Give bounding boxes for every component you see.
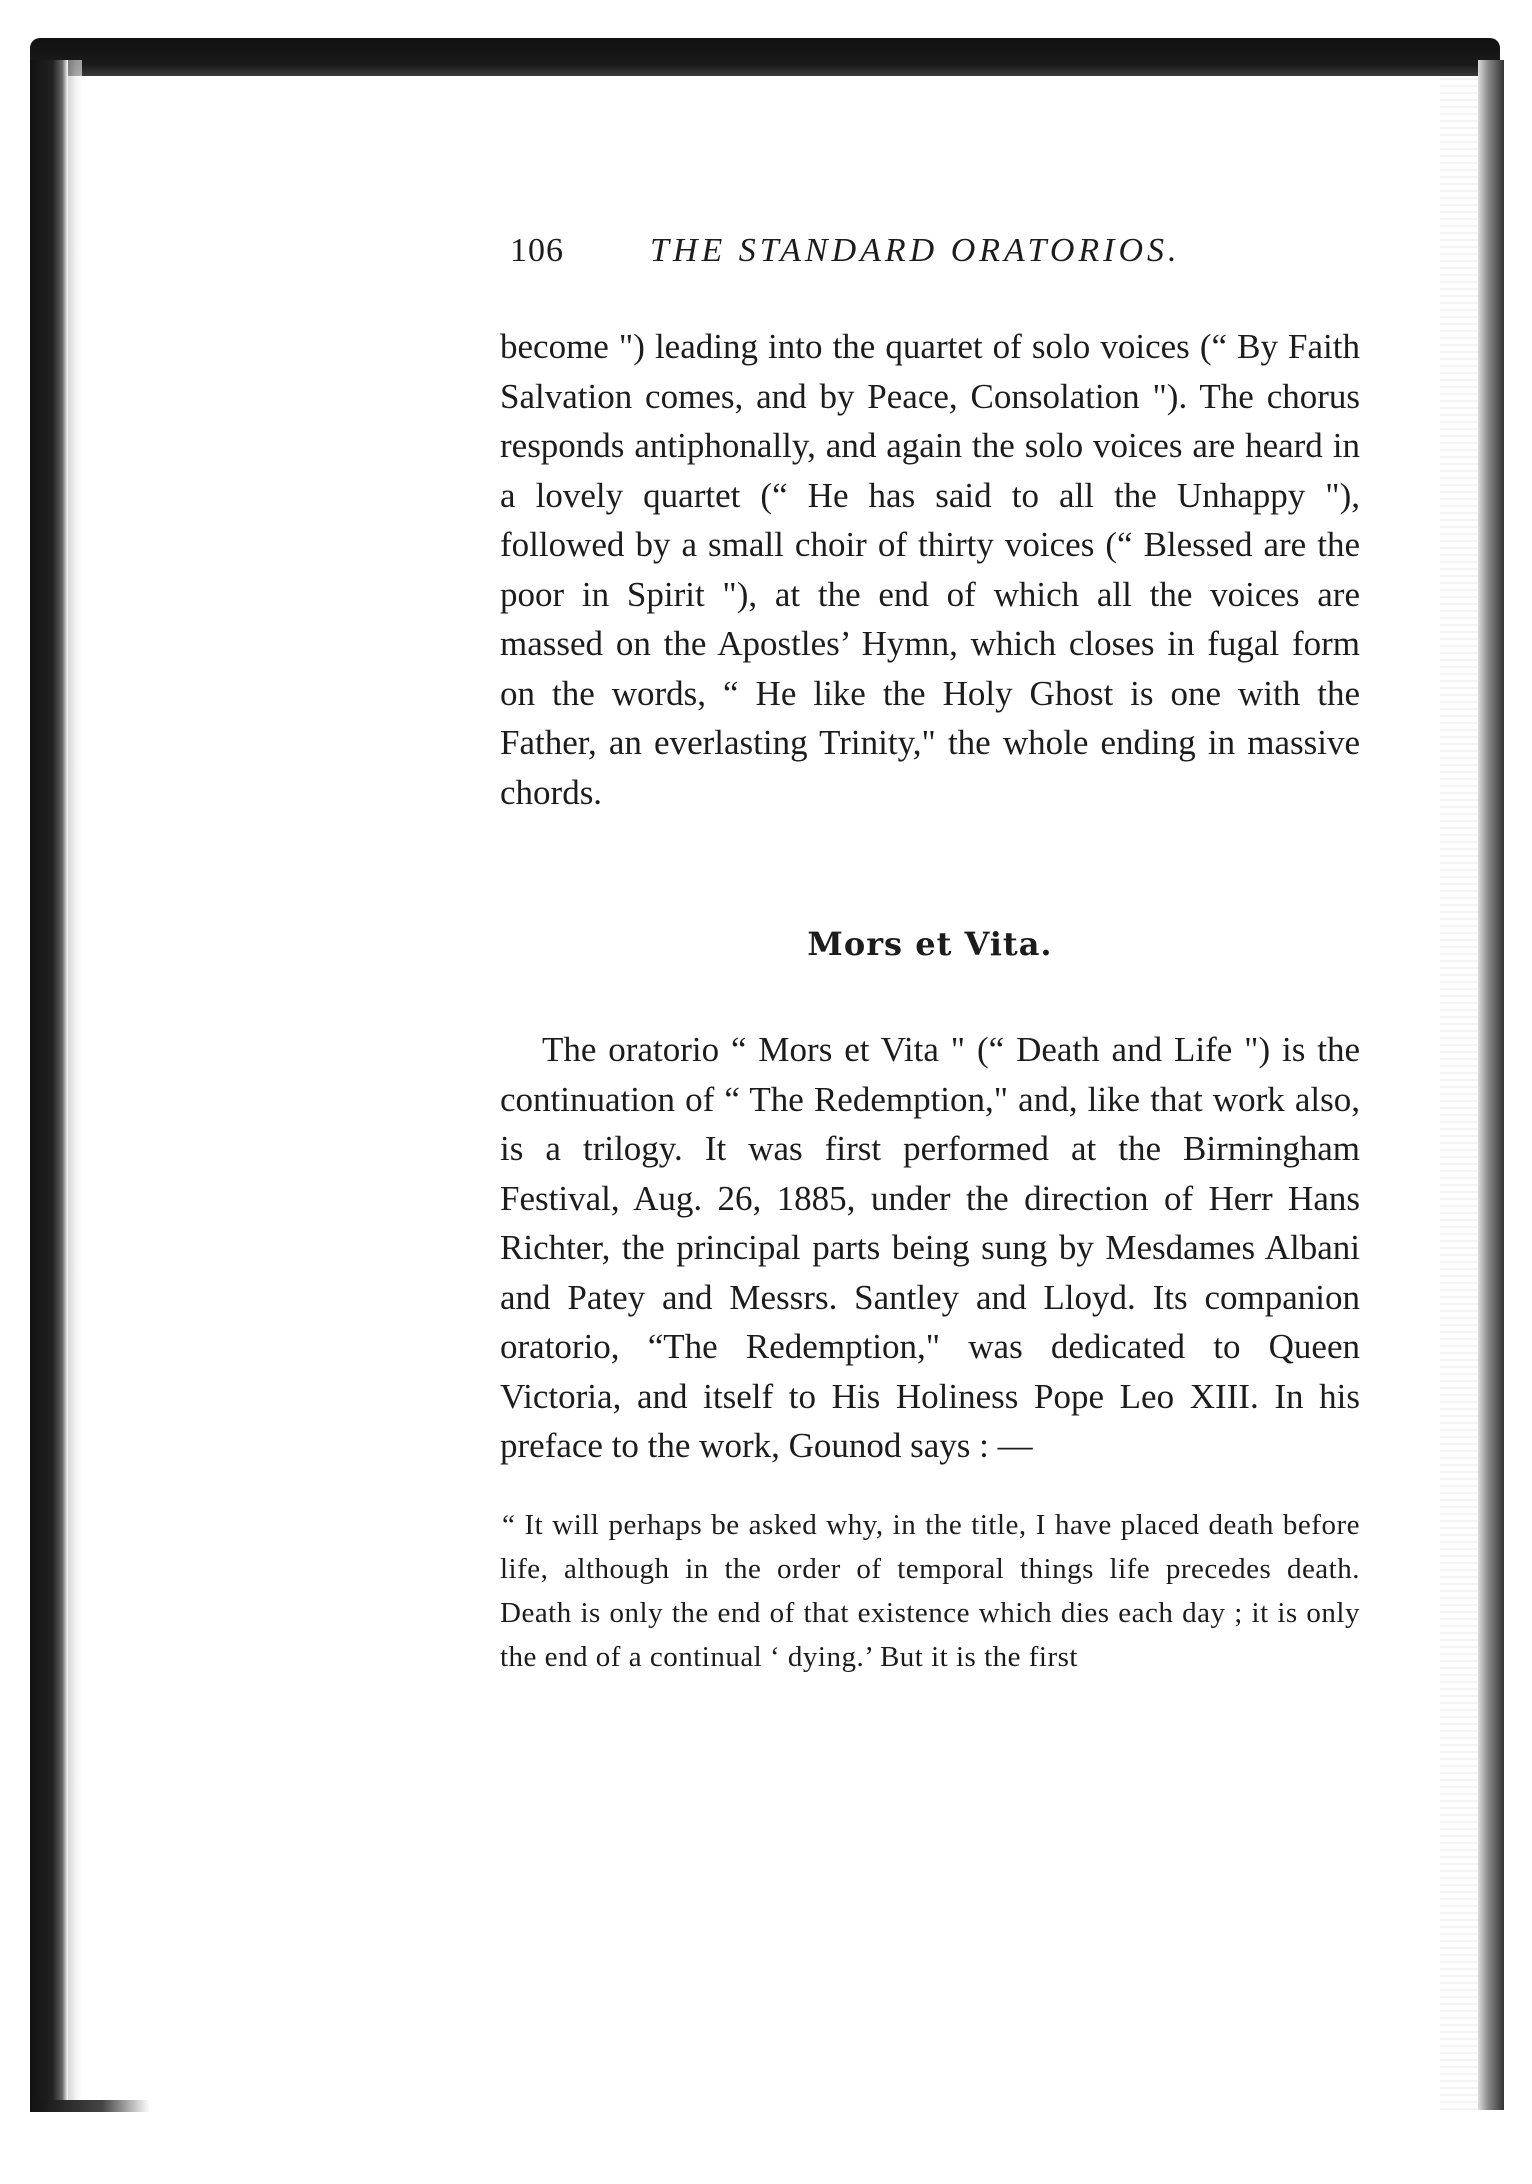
paragraph-intro: The oratorio “ Mors et Vita " (“ Death and Life ") is the continuation of “ The Redemption," and, like that work also, is a trilogy. It was first performed at the Birmingham Festival, Aug. 26, 1885, under the direction of Herr Hans Richter, the principal parts being sung by Mesdames Albani and Patey and Messrs. Santley and Lloyd. Its companion oratorio, “The Redemption," was dedicated to Queen Victoria, and itself to His Holiness Pope Leo XIII. In his preface to the work, Gounod says : — — [500, 1030, 1360, 1465]
scan-shadow-right — [1478, 60, 1504, 2110]
scan-shadow-left — [30, 60, 68, 2110]
scan-shadow-top — [30, 38, 1500, 76]
scan-shadow-left-fade — [68, 60, 82, 2110]
book-page — [500, 232, 1360, 1679]
section-title: Mors et Vita. — [807, 925, 1053, 963]
paragraph-continuation: become ") leading into the quartet of solo voices (“ By Faith Salvation comes, and by Peace, Consolation "). The chorus responds antiphonally, and again the solo voices are heard in a lovely quartet (“ He has said to all the Unhappy "), followed by a small choir of thirty voices (“ Blessed are the poor in Spirit "), at the end of which all the voices are massed on the Apostles’ Hymn, which closes in fugal form on the words, “ He like the Holy Ghost is one with the Father, an everlasting Trinity," the whole ending in massive chords. — [500, 327, 1360, 812]
page-number: 106 — [510, 232, 564, 269]
quote-block: “ It will perhaps be asked why, in the title, I have placed death before life, although in the order of temporal things life precedes death. Death is only the end of that existence which dies each day ; it is only the end of a continual ‘ dying.’ But it is the first — [500, 1508, 1360, 1673]
scan-speckle-right — [1440, 60, 1480, 2110]
running-head — [500, 232, 1360, 292]
scan-shadow-bottom — [30, 2100, 150, 2112]
running-title: THE STANDARD ORATORIOS. — [650, 232, 1181, 269]
